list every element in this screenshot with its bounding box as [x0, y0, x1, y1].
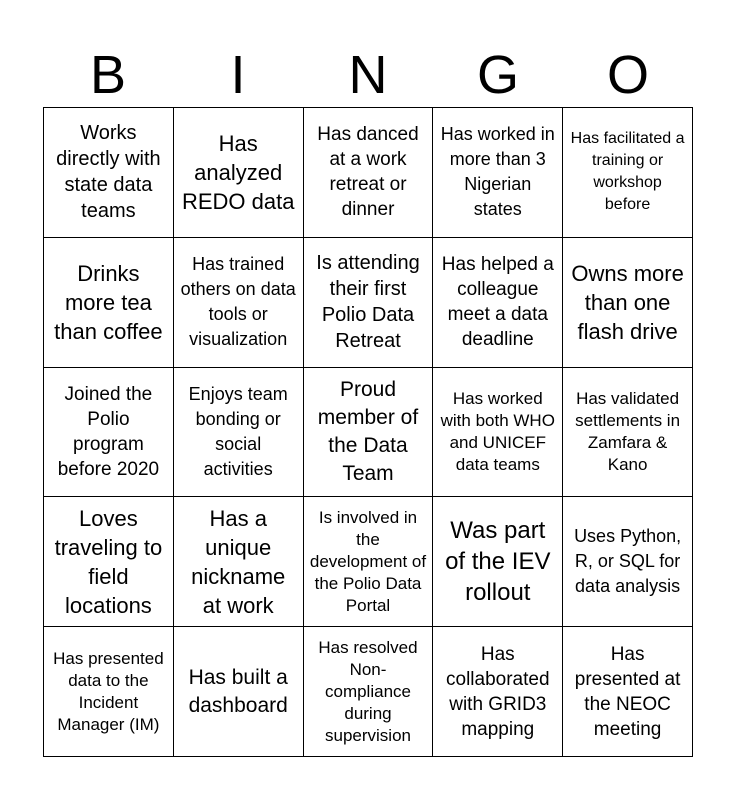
- header-letter-i: I: [230, 45, 246, 105]
- bingo-cell[interactable]: Joined the Polio program before 2020: [44, 368, 174, 498]
- bingo-cell[interactable]: Drinks more tea than coffee: [44, 238, 174, 368]
- bingo-cell[interactable]: Has facilitated a training or workshop before: [563, 108, 693, 238]
- bingo-cell[interactable]: Has danced at a work retreat or dinner: [304, 108, 434, 238]
- bingo-header: [43, 42, 693, 108]
- bingo-cell[interactable]: Has built a dashboard: [174, 627, 304, 757]
- bingo-cell[interactable]: Is involved in the development of the Polio Data Portal: [304, 497, 434, 627]
- bingo-cell[interactable]: Has worked in more than 3 Nigerian states: [433, 108, 563, 238]
- header-letter-b: B: [89, 45, 127, 105]
- bingo-cell[interactable]: Is attending their first Polio Data Retreat: [304, 238, 434, 368]
- bingo-cell[interactable]: Was part of the IEV rollout: [433, 497, 563, 627]
- bingo-cell[interactable]: Owns more than one flash drive: [563, 238, 693, 368]
- bingo-cell[interactable]: Loves traveling to field locations: [44, 497, 174, 627]
- bingo-cell[interactable]: Uses Python, R, or SQL for data analysis: [563, 497, 693, 627]
- bingo-cell[interactable]: Has worked with both WHO and UNICEF data teams: [433, 368, 563, 498]
- header-letter-o: O: [606, 45, 649, 105]
- header-letter-g: G: [476, 45, 519, 105]
- header-letter-n: N: [348, 45, 388, 105]
- bingo-cell[interactable]: Has collaborated with GRID3 mapping: [433, 627, 563, 757]
- bingo-cell[interactable]: Has trained others on data tools or visualization: [174, 238, 304, 368]
- bingo-cell[interactable]: Works directly with state data teams: [44, 108, 174, 238]
- bingo-cell[interactable]: Has resolved Non-compliance during supervision: [304, 627, 434, 757]
- bingo-cell[interactable]: Has validated settlements in Zamfara & Kano: [563, 368, 693, 498]
- bingo-cell[interactable]: Enjoys team bonding or social activities: [174, 368, 304, 498]
- bingo-cell[interactable]: Has a unique nickname at work: [174, 497, 304, 627]
- bingo-cell[interactable]: Proud member of the Data Team: [304, 368, 434, 498]
- bingo-cell[interactable]: Has analyzed REDO data: [174, 108, 304, 238]
- bingo-cell[interactable]: Has presented data to the Incident Manager (IM): [44, 627, 174, 757]
- bingo-cell[interactable]: Has helped a colleague meet a data deadline: [433, 238, 563, 368]
- bingo-board: [43, 107, 693, 757]
- bingo-cell[interactable]: Has presented at the NEOC meeting: [563, 627, 693, 757]
